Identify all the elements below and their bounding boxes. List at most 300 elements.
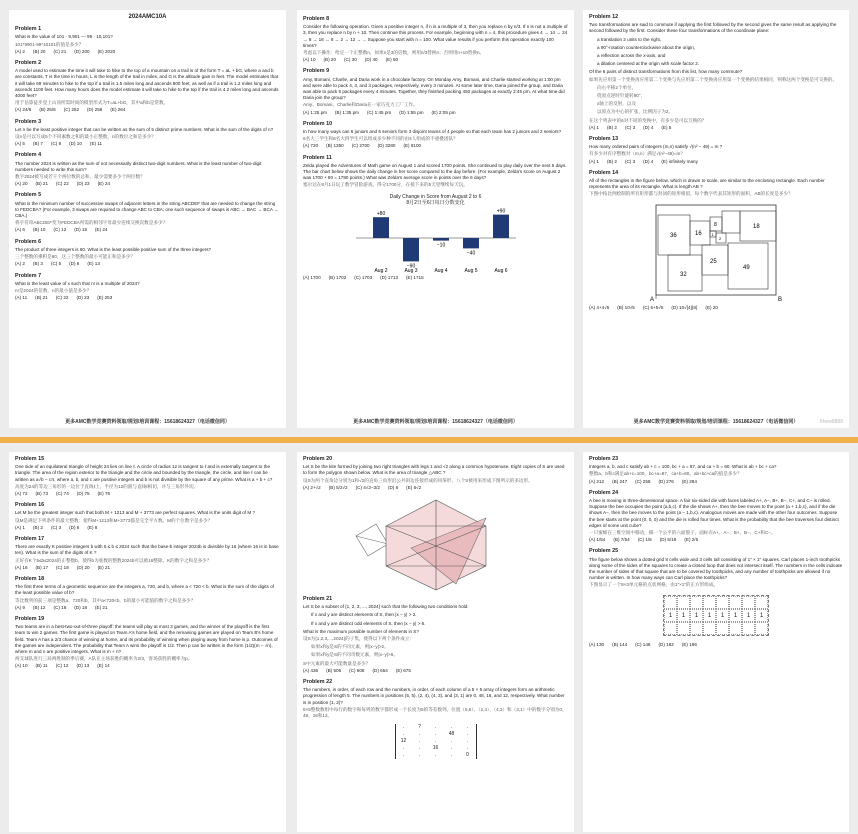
chart-bar <box>403 238 419 261</box>
chart-tick-label: Aug 5 <box>463 268 478 275</box>
answer-choice: (B) 2 <box>32 524 43 530</box>
answer-choice: (A) 720 <box>303 143 319 149</box>
answer-choice: (B) 1702 <box>328 275 347 281</box>
answer-choice: (B) 12 <box>32 604 46 610</box>
array-cell: . <box>402 724 405 731</box>
answer-choice: (C) 3 <box>50 524 62 530</box>
grid-cell <box>677 596 690 609</box>
page-bottom-middle <box>297 452 574 832</box>
problem <box>303 68 568 115</box>
problem-text: The first three terms of a geometric sequence are the integers a, 720, and b, where a < 720 < b. What is the sum of the digits of the least possible value of b? <box>15 584 274 596</box>
grid-cell <box>716 622 729 635</box>
problem <box>589 456 843 485</box>
problem-text: A bee is moving in three-dimensional space. A fair six-sided die with faces labeled A+, A−, B+, B−, C+, and C− is rolled. Suppose the bee occupies the point (a,b,c). If the die shows A+, then the bee moves to the point (a + 1,b,c), and if the die shows A−, then the bee moves to the point (a − 1,b,c). Analogous moves are made with the other four outcomes. Suppose the bee starts at the point (0, 0, 0) and the die is rolled four times. What is the probability that the bee traverses four distinct edges of some unit cube? <box>589 498 839 528</box>
answer-choices <box>303 275 568 281</box>
answer-choice: (C) 608 <box>349 667 365 673</box>
array-cell: . <box>418 731 421 738</box>
array-cell: . <box>450 724 453 731</box>
answer-choice: (A) 1/54 <box>589 537 606 543</box>
area-25: 25 <box>710 258 717 265</box>
grid-cell <box>729 596 742 609</box>
answer-choice: (C) 258 <box>635 478 651 484</box>
bullet-item: a dilation centered at the origin with scale factor 2. <box>597 61 700 67</box>
answer-choice: (D) 200 <box>74 48 90 54</box>
answer-choice: (C) 12 <box>55 663 69 669</box>
array-cell: . <box>466 745 469 752</box>
answer-choice: (C) 22 <box>55 295 69 301</box>
answer-choice: (B) 7/54 <box>613 537 630 543</box>
grid-cell <box>742 622 755 635</box>
problem-text-chinese: Amy、Bomani、Charlie和Daria在一家巧克力工厂工作。 <box>303 102 418 108</box>
answer-choice: (D) 23 <box>76 295 90 301</box>
problem-text-chinese: 将字符串ABCDEF变为FEDCBA所需的相邻字母最少连续交换次数是多少？ <box>15 220 168 226</box>
problem-text: How many ordered pairs of integers (m,n) satisfy √(n² − 49) = m ? <box>589 144 723 150</box>
page-bottom-left <box>9 452 286 832</box>
problem-text: All of the rectangles in the figure below, which is drawn to scale, are similar to the enclosing rectangle. Each number represents the area of its rectangle. What is length AB ? <box>589 178 825 190</box>
problem-text: Integers a, b, and c satisfy ab + c = 100, bc + a = 87, and ca + b = 60. What is ab + bc + ca? <box>589 464 777 470</box>
answer-choice: (A) 212 <box>589 478 605 484</box>
problem-text: The figure below shows a dotted grid 8 cells wide and 3 cells tall consisting of 1″ × 1″ squares. Carl places 1-inch toothpicks along some of the sides of the squares to create a closed loop that does not intersect itself. The numbers in the cells indicate the number of sides of that square that are to be covered by toothpicks, and any number of toothpicks are allowed if no number is written. In how many ways can Carl place the toothpicks? <box>589 556 843 581</box>
answer-choice: (C) 74 <box>56 491 69 497</box>
answer-choices <box>15 565 280 571</box>
problem <box>15 60 280 114</box>
answer-choice: (C) 8 <box>50 141 62 147</box>
answer-choices <box>15 525 280 531</box>
problem-text: The numbers, in order, of each row and the numbers, in order, of each column of a 5 × 5 array of integers form an arithmetic progression of length 5. The numbers in positions (5, 5), (2, 4), (4, 3), and (3, 1) are 0, 48, 16, and 12, respectively. What number is in position (1, 2)? <box>303 687 565 705</box>
array-cell: . <box>402 752 405 759</box>
bullet-item: a reflection across the x-axis, and <box>597 53 666 59</box>
problem-text-chinese: 设n是可以写成5个不同素数之和的最小正整数，n的数位之和是多少？ <box>15 134 156 140</box>
problem-heading: Problem 11 <box>303 154 332 161</box>
answer-choice: (E) infinitely many <box>661 158 698 164</box>
problem <box>15 616 280 670</box>
answer-choice: (D) 276 <box>658 478 674 484</box>
problem-text: The product of three integers is 60. What is the least possible positive sum of the three integers? <box>15 246 212 252</box>
answer-choices <box>589 125 843 131</box>
answer-choice: (D) 4 <box>643 124 654 130</box>
answer-choice: (B) 20 <box>32 48 46 54</box>
chart-tick-label: Aug 4 <box>433 268 448 275</box>
chart-tick-label: Aug 3 <box>403 268 418 275</box>
answer-choice: (B) 1350 <box>326 143 344 149</box>
problem-text: Two teams are in a best-two-out-of-three playoff: the teams will play at most 3 games, and the winner of the playoff is the first team to win 2 games. The first game is played on Team A's home field, and the remaining games are played on Team B's home field. Team A has a 2/3 chance of winning at home, and its probability of winning when playing away from home is p. Outcomes of the games are independent. The probability that Team A wins the playoff is 1/2. Then p can be written in the form (1/2)(m − √n), where m and n are positive integers. What is m + n? <box>15 624 278 655</box>
problem <box>303 155 568 189</box>
answer-choice: (E) 76 <box>97 491 111 497</box>
answer-choice: (E) 264 <box>110 107 126 113</box>
bullet-item-chinese: 如果x和y是S的不同奇数元素，则|x−y|>6。 <box>311 652 398 658</box>
answer-choice: (B) 25/6 <box>39 107 56 113</box>
problem-text: Let M be the greatest integer such that both M + 1213 and M + 3773 are perfect squares. What is the units digit of M ? <box>15 510 256 516</box>
problem-text-chinese: 下图中按比例绘制的所有矩形都与封闭的矩形相似，每个数字代表其矩形的面积，AB的长度是多少？ <box>589 191 793 197</box>
answer-choice: (B) 506 <box>326 667 342 673</box>
footer-contact: 更多AMC数学竞赛资料领取/规划/培训课程：15618624327（电话微信同） <box>633 418 799 425</box>
problem-text-chinese: 下图显示了一个8×3单元格的点状网格，由1″×1″的正方形组成。 <box>589 582 719 588</box>
answer-choice: (D) 75 <box>76 491 90 497</box>
answer-choice: (E) 50 <box>385 57 399 63</box>
answer-choices <box>15 141 280 147</box>
answer-choice: (A) 4+4√5 <box>589 304 610 310</box>
problem-text-chinese: 正好有K个5≤b≤2024的正整数b，使得b为底数的整数2024b可以被16整除。K的数字之和是多少？ <box>15 557 212 563</box>
answer-choice: (E) 14 <box>97 663 110 669</box>
bar-chart <box>303 194 568 274</box>
answer-choice: (E) 5 <box>661 124 672 130</box>
problem <box>15 119 280 148</box>
answer-choice: (C) 22 <box>56 181 69 187</box>
problem <box>15 536 280 571</box>
problem-text: Amy, Bomani, Charlie, and Daria work in a chocolate factory. On Monday Amy, Bomani, and Charlie started working at 1:00 pm and were able to pack 4, 3, and 3 packages, respectively, every 3 minutes. At some later time, Daria joined the group, and Daria was able to pack 5 packages every 4 minutes. Together, they finished packing 450 packages at exactly 2:45 pm. At what time did Daria join the group? <box>303 76 565 101</box>
problem <box>15 502 280 531</box>
array-cell: 0 <box>466 752 469 759</box>
problem <box>15 239 280 268</box>
answer-choices <box>589 537 843 543</box>
array-cell: . <box>466 724 469 731</box>
answer-choice: (A) 11 <box>15 295 28 301</box>
bullet-item-chinese: 以原点为中心的扩张，比例因子为2。 <box>597 109 674 115</box>
answer-choice: (E) 24 <box>95 227 108 233</box>
array-cell: 16 <box>432 745 439 752</box>
answer-choice: (E) 1715 <box>406 275 424 281</box>
answer-choice: (B) 5/2√2 <box>328 484 348 490</box>
problem-text: In how many ways can 6 juniors and 6 seniors form 3 disjoint teams of 4 people so that each team has 2 juniors and 2 seniors? <box>303 129 562 135</box>
answer-choice: (D) 23 <box>76 181 90 187</box>
chart-bar <box>373 217 389 238</box>
answer-choice: (B) 20 <box>323 57 337 63</box>
problem-20 <box>303 456 568 491</box>
answer-choices <box>15 181 280 187</box>
answer-choice: (D) 162 <box>658 641 674 647</box>
answer-choice: (E) 20 <box>705 304 718 310</box>
array-cell: 48 <box>448 731 455 738</box>
area-2: 2 <box>719 235 722 241</box>
answer-choice: (C) 4√2−3/2 <box>355 484 380 490</box>
grid-cell <box>690 596 703 609</box>
problem-text-chinese: 如果先应用第一个变换再应用第二个变换与先应用第二个变换再应用第一个变换的结果相同，则称这两个变换是可交换的。 <box>589 76 838 82</box>
answer-choice: (B) 21 <box>35 295 48 301</box>
problem-heading: Problem 25 <box>589 548 619 555</box>
problem <box>303 121 568 150</box>
problem-heading: Problem 12 <box>589 14 619 20</box>
answer-choice: (D) 1713 <box>380 275 398 281</box>
page-top-right <box>583 10 849 428</box>
array-cell: . <box>450 745 453 752</box>
array-cell: . <box>434 731 437 738</box>
problem <box>589 14 843 131</box>
problem-text-chinese: 有多少对有序整数对（m,n）满足√(n²−49)=m？ <box>589 151 685 157</box>
bullet-item-chinese: x轴上的反射，以及 <box>597 101 637 107</box>
grid-cell: 1 <box>742 609 755 622</box>
grid-cell <box>703 596 716 609</box>
problem-heading: Problem 1 <box>15 26 42 33</box>
problem-text: Let S be the kite formed by joining two right triangles with legs 1 and √2 along a common hypotenuse. Eight copies of S are used to form the polygon shown below. What is the area of triangle △ABC ? <box>303 464 565 476</box>
answer-choice: (A) 2 <box>15 261 25 267</box>
footer-contact: 更多AMC数学竞赛资料领取/规划/培训课程：15618624327（电话微信同） <box>353 418 518 425</box>
answer-choice: (A) 2 <box>15 48 25 54</box>
answer-choice: (D) 8 <box>387 484 399 490</box>
answer-choices <box>589 159 843 165</box>
answer-choice: (A) 24/6 <box>15 107 32 113</box>
problem-text-chinese: 等比数列的前三项是整数a、720和b，其中a<720<b，b的最小可能值的数字之和是多少？ <box>15 597 196 603</box>
array-cell: . <box>434 738 437 745</box>
answer-choice: (D) 10 <box>69 141 82 147</box>
grid-cell: 1 <box>729 609 742 622</box>
answer-choice: (C) 3 <box>624 158 636 164</box>
grid-cell <box>716 596 729 609</box>
answer-choice: (D) 15 <box>74 227 88 233</box>
problem-text-chinese: 整数a、b和c满足ab+c=100，bc+a=87，ca+b=60。ab+bc+ca的值是多少？ <box>589 471 742 477</box>
problem-text: Consider the following operation. Given a positive integer n, if n is a multiple of 3, then you replace n by n/3. If n is not a multiple of 3, then you replace n by n + 10. Then continue this process. For example, beginning with n = 4, this procedure gives 4 → 14 → 24 → 8 → 18 → 6 → 2 → 12 → ... Suppose you start with n = 100. What value results if you perform this operation exactly 100 times? <box>303 24 568 48</box>
problem-text: The number 2024 is written as the sum of not necessarily distinct two-digit numbers. What is the least number of two-digit numbers needed to write this sum? <box>15 160 262 172</box>
grid-cell <box>664 596 677 609</box>
problem-heading: Problem 3 <box>15 118 42 125</box>
answer-choice: (A) 1 <box>589 124 599 130</box>
problem-heading: Problem 13 <box>589 136 619 143</box>
array-5x5 <box>395 724 477 759</box>
answer-choices <box>15 107 280 113</box>
answer-choice: (A) 6 <box>15 227 25 233</box>
answer-choice: (A) 10 <box>303 57 316 63</box>
problem-text-chinese: 用于估算徒步登上山顶所需时间的模型形式为T=aL+bG，其中a和b是常数。 <box>15 100 169 106</box>
answer-choice: (C) 16 <box>53 604 67 610</box>
problem-text: Let n be the least positive integer that can be written as the sum of 5 distinct prime numbers. What is the sum of the digits of n? <box>15 126 274 132</box>
answer-choice: (A) 2+√2 <box>303 484 321 490</box>
chart-bar <box>493 215 509 238</box>
chart-data-label: −10 <box>436 242 445 249</box>
problem-14-options <box>589 305 843 311</box>
problem <box>303 679 568 719</box>
problem-25-options <box>589 642 843 648</box>
array-cell: . <box>418 738 421 745</box>
problem-heading: Problem 20 <box>303 456 333 462</box>
answer-choice: (B) 10 <box>32 227 46 233</box>
problem <box>15 273 280 302</box>
answer-choices <box>15 491 280 497</box>
chart-data-label: +80 <box>376 211 385 218</box>
page-top-left <box>9 10 286 428</box>
problem-text: Zelda played the Adventures of Math game on August 1 and scored 1700 points. She continued to play daily over the next 5 days. The bar chart below shows the daily change in her score compared to the day before. (For example, Zelda's score on August 2 was 1700 + 80 = 1780 points.) What was Zelda's average score in points over the 6 days? <box>303 162 567 181</box>
problem-text-chinese: 5×5整数数组中每行的数字和每列的数字都形成一个长度为5的等差数列。位置（5,5）、（2,4）、（4,3）和（3,1）中的数字分别为0、48、16和12。 <box>303 706 567 719</box>
answer-choice: (A) 130 <box>589 641 605 647</box>
problem-heading: Problem 14 <box>589 169 619 176</box>
grid-cell: 1 <box>690 609 703 622</box>
answer-choice: (C) 2700 <box>351 143 370 149</box>
answer-choice: (C) 30 <box>344 57 357 63</box>
area-16: 16 <box>695 230 702 237</box>
problem <box>303 16 568 63</box>
chart-data-label: +90 <box>496 208 505 215</box>
answer-choice: (C) 1703 <box>354 275 373 281</box>
problem-question: Of the 6 pairs of distinct transformations from this list, how many commute? <box>589 69 743 75</box>
problem-heading: Problem 22 <box>303 679 333 686</box>
problem <box>589 548 843 588</box>
answer-choice: (D) 18 <box>74 604 88 610</box>
array-cell: . <box>434 752 437 759</box>
grid-cell <box>677 622 690 635</box>
answer-choice: (E) 11 <box>89 141 103 147</box>
answer-choice: (A) 16 <box>15 564 28 570</box>
area-49: 49 <box>743 264 750 271</box>
answer-choice: (C) 1:45 pm <box>367 109 392 115</box>
answer-choice: (A) 1 <box>15 524 25 530</box>
problem-heading: Problem 10 <box>303 120 333 127</box>
problem-heading: Problem 2 <box>15 60 42 67</box>
answer-choices <box>15 227 280 233</box>
problem-text: What is the value of 101 · 9,901 — 99 · 10,101? <box>15 34 113 40</box>
answer-choices <box>15 663 280 669</box>
problem-text-chinese: 考虑以下操作：给定一个正整数n，如果n是3的倍数，则用n/3替换n；否则用n+10替换n。 <box>303 50 485 56</box>
grid-cell: 1 <box>755 609 768 622</box>
bullet-item: If x and y are distinct odd elements of S, then |x − y| > 6. <box>311 620 426 626</box>
problem-heading: Problem 19 <box>15 616 45 623</box>
problem <box>303 456 568 491</box>
problem-heading: Problem 5 <box>15 192 42 199</box>
grid-cell <box>755 596 768 609</box>
problem-heading: Problem 7 <box>15 272 42 279</box>
area-32: 32 <box>680 271 687 278</box>
answer-choice: (E) 2:05 pm <box>431 109 456 115</box>
array-cell: . <box>434 724 437 731</box>
answer-choice: (B) 11 <box>35 663 48 669</box>
answer-choice: (D) 5/18 <box>659 537 677 543</box>
problem-heading: Problem 17 <box>15 536 45 543</box>
array-cell: . <box>466 738 469 745</box>
answer-choice: (C) 5+5√5 <box>642 304 664 310</box>
problem-text-chinese: 数字2024被写成若干个两位数的总和，最少需要多少个两位数？ <box>15 174 145 180</box>
problem-heading: Problem 9 <box>303 68 330 75</box>
problem-text: What is the minimum number of successive swaps of adjacent letters in the string ABCDEF that are needed to change the string to FEDCBA? (For example, 3 swaps are required to change ABC to CBA; one such sequence of swaps is ABC → BAC → BCA → CBA.) <box>15 200 279 219</box>
answer-choice: (B) 3 <box>32 261 43 267</box>
grid-cell <box>703 622 716 635</box>
problem <box>303 596 568 674</box>
problem-list <box>589 14 843 198</box>
problem-heading: Problem 18 <box>15 576 45 583</box>
answer-choices <box>303 143 568 149</box>
answer-choice: (B) 21 <box>35 181 49 187</box>
answer-choice: (E) 253 <box>97 295 113 301</box>
problem-text: A model used to estimate the time it will take to hike to the top of a mountain on a trail is of the form T = aL + bG, where a and b are constants, T is the time in hours, L is the length of the trail in miles, and G is the altitude gain in feet. The model estimates that it will take 69 minutes to hike to the top if a trail is 1.5 miles long and ascends 800 feet, as well as if a trail is 1.2 miles long and ascends 1100 feet. How many hours does the model estimate it will take to hike to the top if the trail is 4.2 miles long and ascends 4000 feet? <box>15 68 279 99</box>
problem-heading: Problem 21 <box>303 596 333 603</box>
answer-choice: (E) 13 <box>87 261 100 267</box>
bullet-item-chinese: 如果x和y是S的不同元素，则|x−y|>2。 <box>311 644 389 650</box>
problem-text-chinese: 塞尔达在8月1日玩了数学冒险游戏，得分1700分，在接下来的5天里继续每天玩。 <box>303 182 468 188</box>
problem-list <box>589 456 843 543</box>
answer-choice: (E) 2020 <box>97 48 116 54</box>
problem-list-after <box>303 275 568 281</box>
answer-choice: (D) 1:55 pm <box>399 109 424 115</box>
problem-text-chinese: 设S为两个直角边分别为1和√2的直角三角形沿公共斜边连接形成的风筝形，八个S被用来形成下图所示的多边形。 <box>303 477 533 483</box>
answer-choices <box>15 295 280 301</box>
answer-choice: (B) 247 <box>612 478 628 484</box>
problem-heading: Problem 24 <box>589 489 619 496</box>
answer-choices <box>303 485 568 491</box>
answer-choices <box>303 57 568 63</box>
grid-cell: 1 <box>703 609 716 622</box>
answer-choice: (A) 72 <box>15 491 28 497</box>
problem <box>15 152 280 187</box>
exam-title: 2024AMC10A <box>128 14 167 20</box>
array-cell: . <box>466 731 469 738</box>
chart-data-label: −40 <box>466 250 475 257</box>
problem-text-chinese: 两支球队进行三局两胜制的季后赛，A队在主场获胜的概率为2/3，客场获胜的概率为p。 <box>15 656 193 662</box>
chart-svg <box>346 206 526 274</box>
array-cell: . <box>418 752 421 759</box>
problem-text-chinese: n!是2024的倍数，n的最小值是多少？ <box>15 287 92 293</box>
array-cell: . <box>450 738 453 745</box>
answer-choice: (D) 6 <box>69 524 80 530</box>
problem-question: What is the maximum possible number of elements in S? <box>303 628 419 634</box>
problem-text-chinese: 设S为{1,2,3,...,2024}的子集，使得以下两个条件成立： <box>303 636 415 642</box>
array-cell: . <box>450 752 453 759</box>
grid-cell: 1 <box>716 609 729 622</box>
bullet-item: If x and y are distinct elements of S, then |x − y| > 2. <box>311 612 417 618</box>
footer-contact: 更多AMC数学竞赛资料领取/规划/培训课程：15618624327（电话微信同） <box>65 418 230 425</box>
problem-heading: Problem 16 <box>15 502 45 509</box>
answer-choice: (E) 6√2 <box>406 484 422 490</box>
problem-text: Let S be a subset of {1, 2, 3, ..., 2024} such that the following two conditions hold: <box>303 604 469 610</box>
problem-21 <box>303 596 568 674</box>
problem-text-chinese: 高度为24的等边三角形的一边位于直线ℓ上，半径为12的圆与直线ℓ相切，并与三角形外切。 <box>15 483 199 489</box>
problem-text-chinese: 一只蜜蜂在三维空间中移动，掷一个公平的六面骰子，面标有A+、A−、B+、B−、C+和C−。 <box>589 530 776 536</box>
answer-choice: (B) 2 <box>606 124 617 130</box>
rectangles-figure <box>646 203 786 303</box>
problem-heading: Problem 6 <box>15 238 42 245</box>
answer-choice: (C) 5 <box>50 261 62 267</box>
chart-tick-label: Aug 2 <box>373 268 388 275</box>
answer-choice: (C) 18 <box>56 564 69 570</box>
problem <box>589 170 843 198</box>
array-cell: . <box>402 731 405 738</box>
chart-subtitle: 8月2日至6日每日分数变化 <box>406 199 465 206</box>
answer-choice: (E) 24 <box>97 181 111 187</box>
answer-choice: (C) 3 <box>624 124 636 130</box>
problem <box>589 136 843 165</box>
answer-choice: (A) 9 <box>15 604 25 610</box>
answer-choice: (D) 10√[4]{8} <box>671 304 698 310</box>
answer-choice: (D) 3280 <box>377 143 396 149</box>
problem-question-chinese: 在这个列表中的6对不同的变换中，有多少是可以互换的？ <box>589 117 707 123</box>
problem-list <box>303 16 568 189</box>
chart-bar <box>463 238 479 248</box>
answer-choice: (A) 1 <box>589 158 599 164</box>
answer-choices <box>15 605 280 611</box>
area-36: 36 <box>670 232 677 239</box>
watermark: Ithew8888 <box>819 418 843 425</box>
grid-cell <box>755 622 768 635</box>
bullet-item: a translation 2 units to the right, <box>597 36 662 42</box>
grid-cell <box>729 622 742 635</box>
grid-cell: 1 <box>677 609 690 622</box>
answer-choice: (E) 196 <box>681 641 697 647</box>
bullet-item-chinese: 绕原点逆时针旋转90°， <box>597 93 646 99</box>
area-18: 18 <box>753 223 760 230</box>
answer-choice: (D) 6 <box>69 261 80 267</box>
answer-choice: (C) 21 <box>53 48 67 54</box>
answer-choices <box>15 49 280 55</box>
bullet-item-chinese: 向右平移2个单位， <box>597 84 637 90</box>
area-1: 1 <box>711 231 714 237</box>
answer-choice: (C) 146 <box>635 641 651 647</box>
problem <box>15 192 280 233</box>
answer-choice: (C) 252 <box>63 107 80 113</box>
chart-tick-label: Aug 6 <box>493 268 508 275</box>
problem-heading: Problem 8 <box>303 16 330 22</box>
array-cell: 12 <box>400 738 407 745</box>
answer-choice: (A) 20 <box>15 181 28 187</box>
problem-text-chinese: 三个整数的乘积是60，这三个整数的最小可能正和是多少？ <box>15 254 135 260</box>
answer-choice: (B) 17 <box>35 564 49 570</box>
answer-choice: (E) 8100 <box>403 143 422 149</box>
answer-choice: (A) 436 <box>303 667 319 673</box>
answer-choice: (E) 2/5 <box>684 537 699 543</box>
